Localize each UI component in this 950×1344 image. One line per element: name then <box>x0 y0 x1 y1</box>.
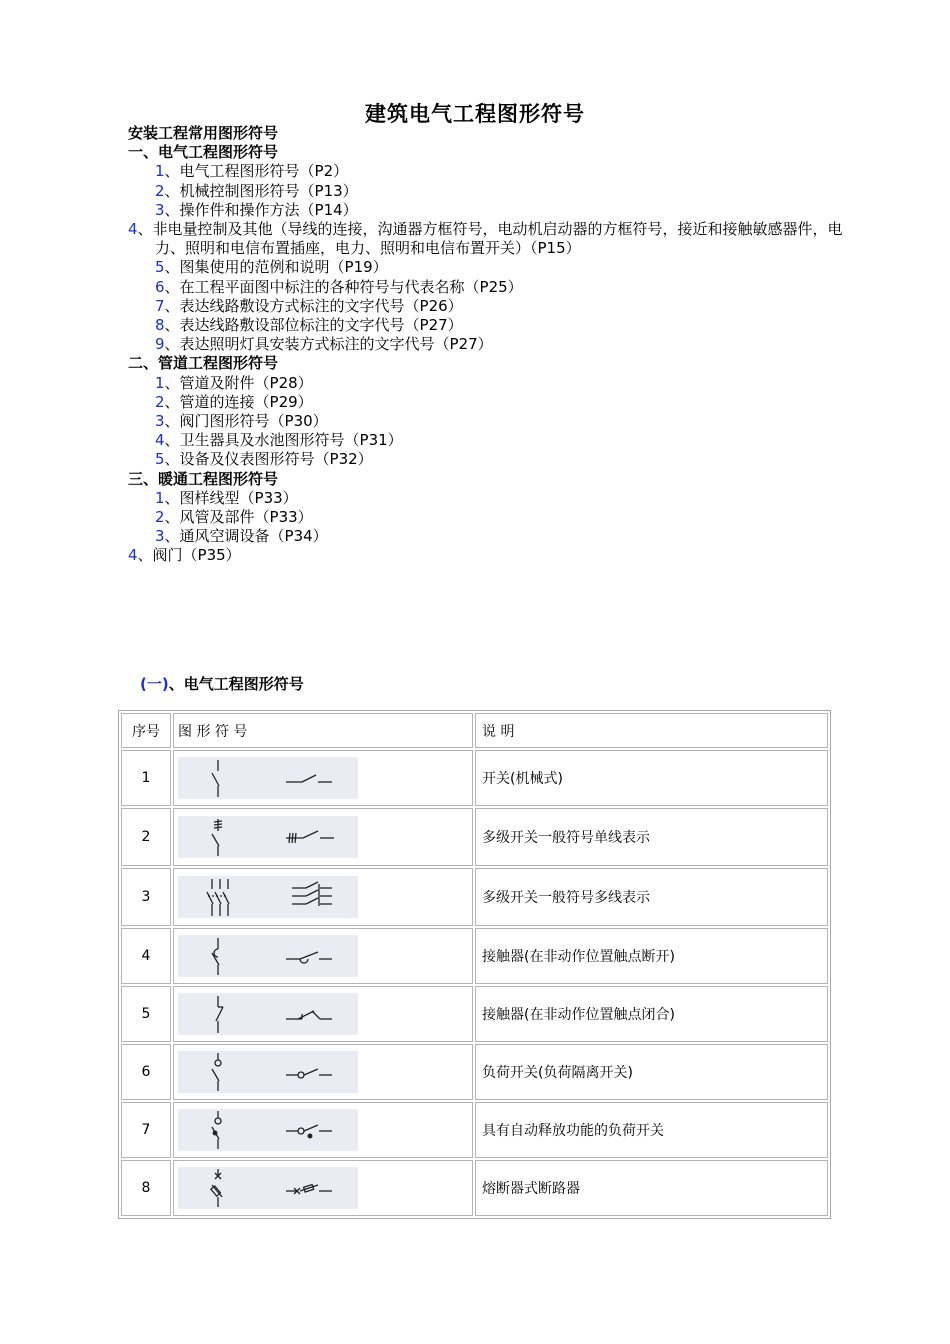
toc-item-text: 、阀门（P35） <box>137 546 241 565</box>
toc-item-number: 4 <box>128 546 138 565</box>
table-of-contents <box>128 124 848 566</box>
table-row <box>121 928 828 984</box>
toc-item-text: 、通风空调设备（P34） <box>164 527 328 546</box>
symbol-cell <box>173 1044 473 1100</box>
table-header-row <box>121 713 828 748</box>
toc-item-number: 2 <box>155 181 165 200</box>
description-cell: 接触器(在非动作位置触点闭合) <box>475 986 828 1042</box>
toc-item-text: 、表达照明灯具安装方式标注的文字代号（P27） <box>164 335 493 354</box>
toc-item[interactable] <box>128 316 848 335</box>
toc-item-number: 2 <box>155 392 165 411</box>
row-number: 5 <box>121 986 171 1042</box>
mechanical-switch-icon <box>178 757 358 799</box>
toc-item[interactable] <box>128 489 848 508</box>
toc-item[interactable] <box>128 374 848 393</box>
column-header-symbol: 图 形 符 号 <box>173 713 473 748</box>
toc-section-heading: 一、电气工程图形符号 <box>128 143 279 162</box>
symbol-cell <box>173 808 473 866</box>
toc-item[interactable] <box>128 220 848 258</box>
toc-item[interactable] <box>128 297 848 316</box>
toc-item-text: 、阀门图形符号（P30） <box>164 412 328 431</box>
toc-item-number: 6 <box>155 277 165 296</box>
table-row <box>121 808 828 866</box>
column-header-description: 说 明 <box>475 713 828 748</box>
row-number: 4 <box>121 928 171 984</box>
multipole-switch-multi-line-icon <box>178 876 358 918</box>
toc-item-number: 4 <box>155 431 165 450</box>
toc-item-number: 1 <box>155 162 165 181</box>
toc-item[interactable] <box>128 527 848 546</box>
toc-item[interactable] <box>128 182 848 201</box>
toc-item[interactable] <box>128 258 848 277</box>
description-cell: 多级开关一般符号单线表示 <box>475 808 828 866</box>
row-number: 8 <box>121 1160 171 1216</box>
toc-item[interactable] <box>128 450 848 469</box>
row-number: 2 <box>121 808 171 866</box>
toc-item-number: 7 <box>155 296 165 315</box>
toc-item-number: 3 <box>155 200 165 219</box>
toc-item[interactable] <box>128 508 848 527</box>
toc-item[interactable] <box>128 431 848 450</box>
symbol-cell <box>173 1102 473 1158</box>
row-number: 3 <box>121 868 171 926</box>
auto-release-load-switch-icon <box>178 1109 358 1151</box>
table-row <box>121 1044 828 1100</box>
toc-heading: 安装工程常用图形符号 <box>128 124 279 142</box>
multipole-switch-single-line-icon <box>178 816 358 858</box>
toc-item-number: 3 <box>155 527 165 546</box>
toc-section-heading: 二、管道工程图形符号 <box>128 354 279 373</box>
toc-item-number: 4 <box>128 220 138 239</box>
symbols-table <box>118 710 831 1219</box>
toc-item-text: 、操作件和操作方法（P14） <box>164 200 358 219</box>
row-number: 6 <box>121 1044 171 1100</box>
toc-item[interactable] <box>128 278 848 297</box>
load-switch-icon <box>178 1051 358 1093</box>
column-header-no: 序号 <box>121 713 171 748</box>
page-title: 建筑电气工程图形符号 <box>365 101 585 126</box>
symbol-cell <box>173 1160 473 1216</box>
description-cell: 接触器(在非动作位置触点断开) <box>475 928 828 984</box>
contactor-nc-icon <box>178 993 358 1035</box>
symbol-cell <box>173 750 473 806</box>
toc-item-text: 、电气工程图形符号（P2） <box>164 162 349 181</box>
fuse-circuit-breaker-icon <box>178 1167 358 1209</box>
table-row <box>121 750 828 806</box>
table-row <box>121 986 828 1042</box>
table-row <box>121 868 828 926</box>
toc-item-text: 、表达线路敷设方式标注的文字代号（P26） <box>164 296 463 315</box>
symbol-cell <box>173 928 473 984</box>
contactor-no-icon <box>178 935 358 977</box>
toc-item-number: 2 <box>155 508 165 527</box>
toc-section-heading: 三、暖通工程图形符号 <box>128 469 279 488</box>
toc-item[interactable] <box>128 393 848 412</box>
toc-item-number: 8 <box>155 316 165 335</box>
symbol-cell <box>173 986 473 1042</box>
description-cell: 负荷开关(负荷隔离开关) <box>475 1044 828 1100</box>
toc-item-number: 3 <box>155 412 165 431</box>
toc-item-text: 、在工程平面图中标注的各种符号与代表名称（P25） <box>164 277 523 296</box>
toc-item-text: 、风管及部件（P33） <box>164 508 313 527</box>
toc-item-number: 5 <box>155 450 165 469</box>
table-row <box>121 1102 828 1158</box>
toc-item[interactable] <box>128 162 848 181</box>
toc-item-number: 1 <box>155 488 165 507</box>
description-cell: 熔断器式断路器 <box>475 1160 828 1216</box>
toc-item-number: 5 <box>155 258 165 277</box>
toc-item-number: 9 <box>155 335 165 354</box>
toc-item-text: 、图集使用的范例和说明（P19） <box>164 258 388 277</box>
toc-item[interactable] <box>128 546 848 565</box>
section-title-number: (一) <box>140 675 169 693</box>
section-title-text: 、电气工程图形符号 <box>168 675 304 693</box>
toc-item-text: 、机械控制图形符号（P13） <box>164 181 358 200</box>
description-cell: 开关(机械式) <box>475 750 828 806</box>
table-row <box>121 1160 828 1216</box>
toc-item-text: 、表达线路敷设部位标注的文字代号（P27） <box>164 316 463 335</box>
toc-item[interactable] <box>128 335 848 354</box>
description-cell: 多级开关一般符号多线表示 <box>475 868 828 926</box>
toc-item-text: 、非电量控制及其他（导线的连接，沟通器方框符号，电动机启动器的方框符号，接近和接触敏感器件，电 力、照明和电信布置插座，电力、照明和电信布置开关）（P15） <box>137 220 843 258</box>
description-cell: 具有自动释放功能的负荷开关 <box>475 1102 828 1158</box>
section-title <box>140 673 304 694</box>
toc-item[interactable] <box>128 201 848 220</box>
toc-item-text: 、图样线型（P33） <box>164 488 298 507</box>
toc-item-text: 、管道及附件（P28） <box>164 373 313 392</box>
toc-item-number: 1 <box>155 373 165 392</box>
row-number: 7 <box>121 1102 171 1158</box>
row-number: 1 <box>121 750 171 806</box>
toc-item-text: 、设备及仪表图形符号（P32） <box>164 450 373 469</box>
toc-item[interactable] <box>128 412 848 431</box>
toc-item-text: 、管道的连接（P29） <box>164 392 313 411</box>
toc-item-text: 、卫生器具及水池图形符号（P31） <box>164 431 403 450</box>
symbol-cell <box>173 868 473 926</box>
